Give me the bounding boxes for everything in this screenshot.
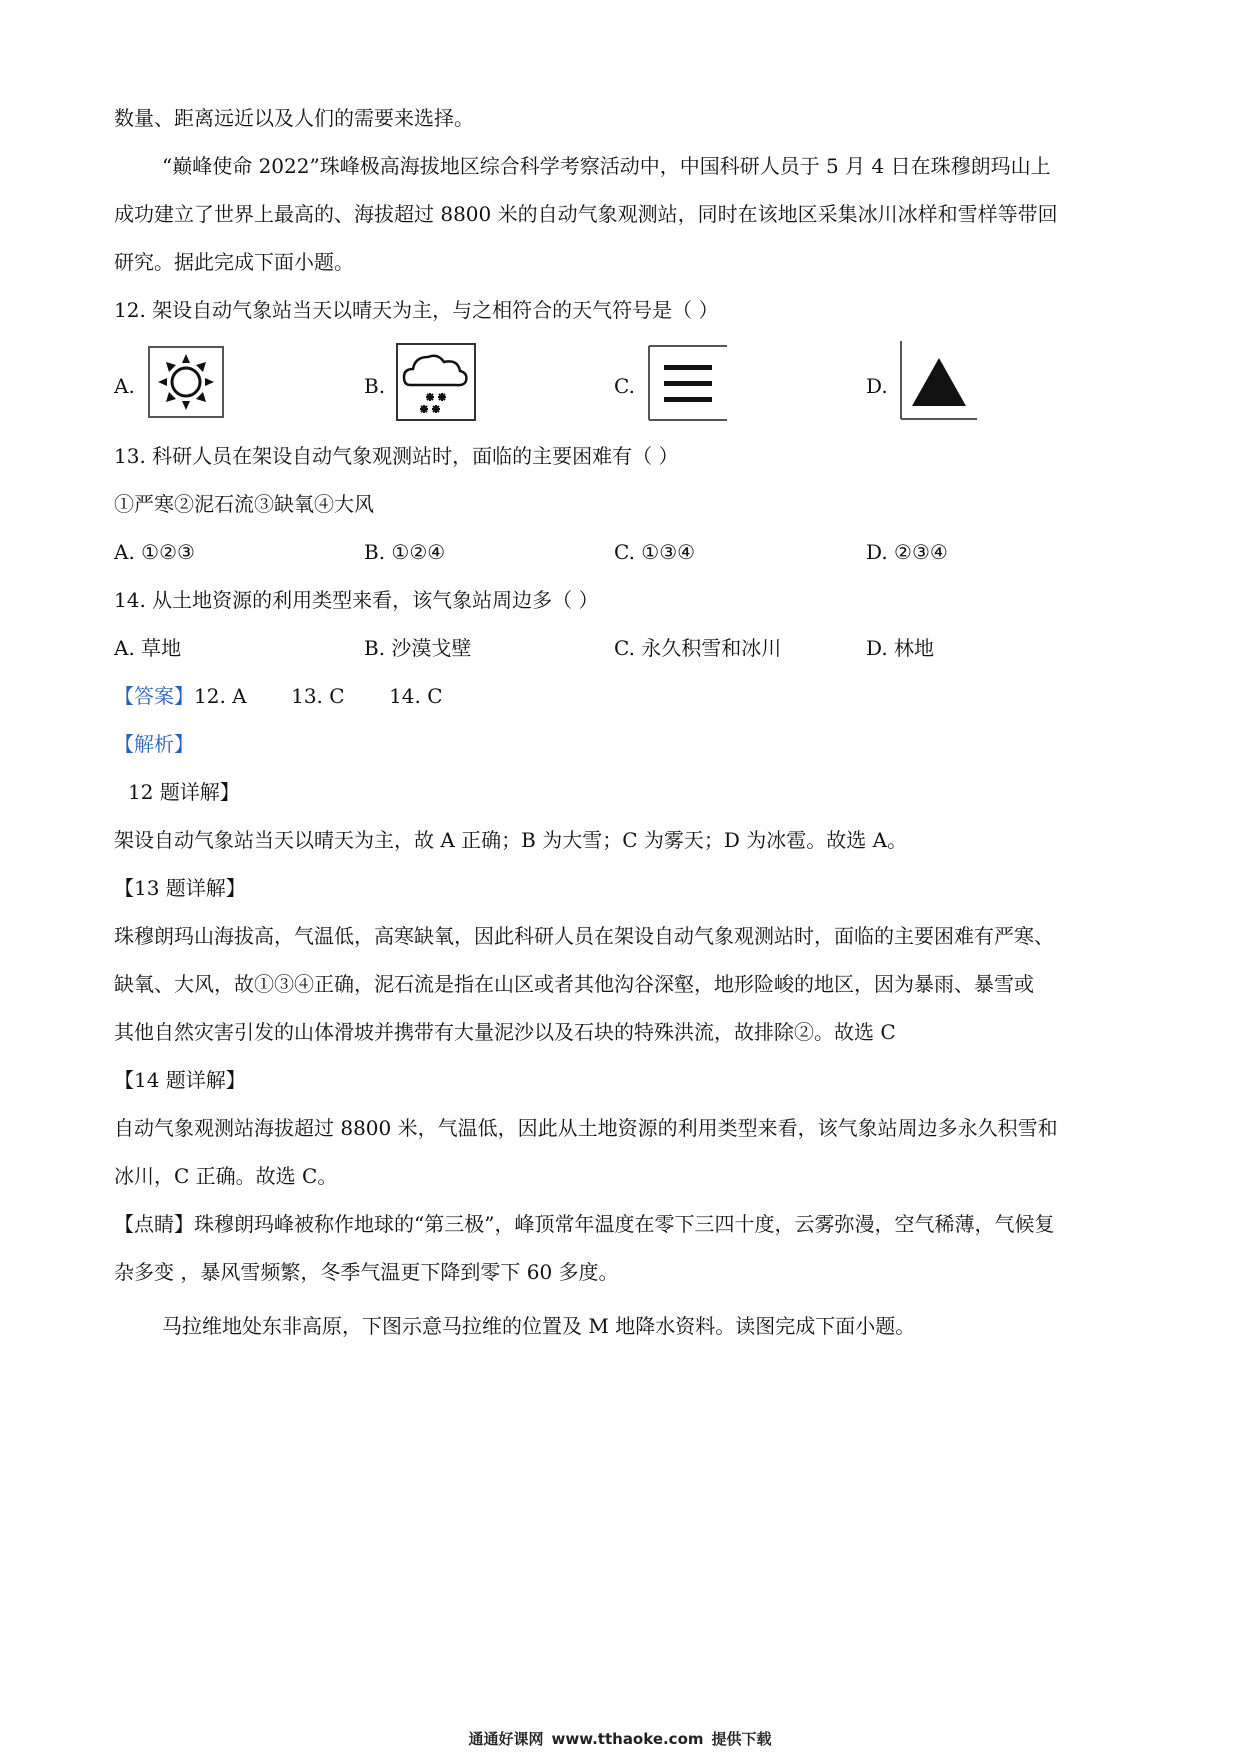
question-13: 13. 科研人员在架设自动气象观测站时，面临的主要困难有（ ） (114, 444, 679, 468)
q14-option-d: D. 林地 (866, 636, 935, 660)
detail-14-line-1: 自动气象观测站海拔超过 8800 米，气温低，因此从土地资源的利用类型来看，该气象站周边多永久积雪和 (114, 1116, 1058, 1140)
page-footer (0, 1728, 1240, 1749)
q12-option-b-label: B. (364, 374, 386, 398)
q14-option-c: C. 永久积雪和冰川 (614, 636, 782, 660)
detail-12-title: 12 题详解】 (128, 780, 240, 804)
passage-line-3: 研究。据此完成下面小题。 (114, 250, 354, 274)
fog-icon (648, 345, 728, 425)
q13-option-b: B. ①②④ (364, 540, 446, 564)
note-line-1: 【点睛】珠穆朗玛峰被称作地球的“第三极”，峰顶常年温度在零下三四十度，云雾弥漫，空气稀薄，气候复 (114, 1212, 1055, 1236)
text-line-previous: 数量、距离远近以及人们的需要来选择。 (114, 106, 474, 130)
snow-cloud-icon (396, 343, 476, 425)
analysis-tag-text: 【解析】 (114, 732, 194, 756)
detail-14-title: 【14 题详解】 (114, 1068, 246, 1092)
analysis-tag (114, 730, 194, 758)
detail-14-line-2: 冰川，C 正确。故选 C。 (114, 1164, 338, 1188)
question-12: 12. 架设自动气象站当天以晴天为主，与之相符合的天气符号是（ ） (114, 298, 719, 322)
answer-text: 12. A 13. C 14. C (194, 684, 443, 708)
q13-option-a: A. ①②③ (114, 540, 195, 564)
footer-suffix: 提供下载 (711, 1730, 772, 1748)
q12-option-a-label: A. (114, 374, 135, 398)
footer-site-name: 通通好课网 (468, 1730, 544, 1748)
detail-13-line-2: 缺氧、大风，故①③④正确，泥石流是指在山区或者其他沟谷深壑，地形险峻的地区，因为暴雨、暴雪或 (114, 972, 1034, 996)
passage-line-1: “巅峰使命 2022”珠峰极高海拔地区综合科学考察活动中，中国科研人员于 5 月 4 日在珠穆朗玛山上 (162, 154, 1051, 178)
q12-option-c-label: C. (614, 374, 635, 398)
note-line-2: 杂多变 ，暴风雪频繁，冬季气温更下降到零下 60 多度。 (114, 1260, 619, 1284)
q13-option-c: C. ①③④ (614, 540, 696, 564)
answer-tag: 【答案】 (114, 684, 194, 708)
q14-option-b: B. 沙漠戈壁 (364, 636, 472, 660)
footer-url[interactable]: www.tthaoke.com (551, 1730, 704, 1748)
passage-malawi: 马拉维地处东非高原，下图示意马拉维的位置及 M 地降水资料。读图完成下面小题。 (162, 1314, 916, 1338)
question-14: 14. 从土地资源的利用类型来看，该气象站周边多（ ） (114, 588, 599, 612)
detail-13-title: 【13 题详解】 (114, 876, 246, 900)
detail-13-line-1: 珠穆朗玛山海拔高，气温低，高寒缺氧，因此科研人员在架设自动气象观测站时，面临的主要困难有严寒、 (114, 924, 1054, 948)
passage-line-2: 成功建立了世界上最高的、海拔超过 8800 米的自动气象观测站，同时在该地区采集冰川冰样和雪样等带回 (114, 202, 1058, 226)
question-13-items: ①严寒②泥石流③缺氧④大风 (114, 492, 374, 516)
q12-option-d-label: D. (866, 374, 888, 398)
sun-icon (148, 346, 224, 422)
q13-option-d: D. ②③④ (866, 540, 948, 564)
detail-13-line-3: 其他自然灾害引发的山体滑坡并携带有大量泥沙以及石块的特殊洪流，故排除②。故选 C (114, 1020, 896, 1044)
hail-triangle-icon (900, 340, 978, 424)
detail-12-text: 架设自动气象站当天以晴天为主，故 A 正确；B 为大雪；C 为雾天；D 为冰雹。故选 A。 (114, 828, 908, 852)
answer-line (114, 682, 443, 710)
q14-option-a: A. 草地 (114, 636, 182, 660)
